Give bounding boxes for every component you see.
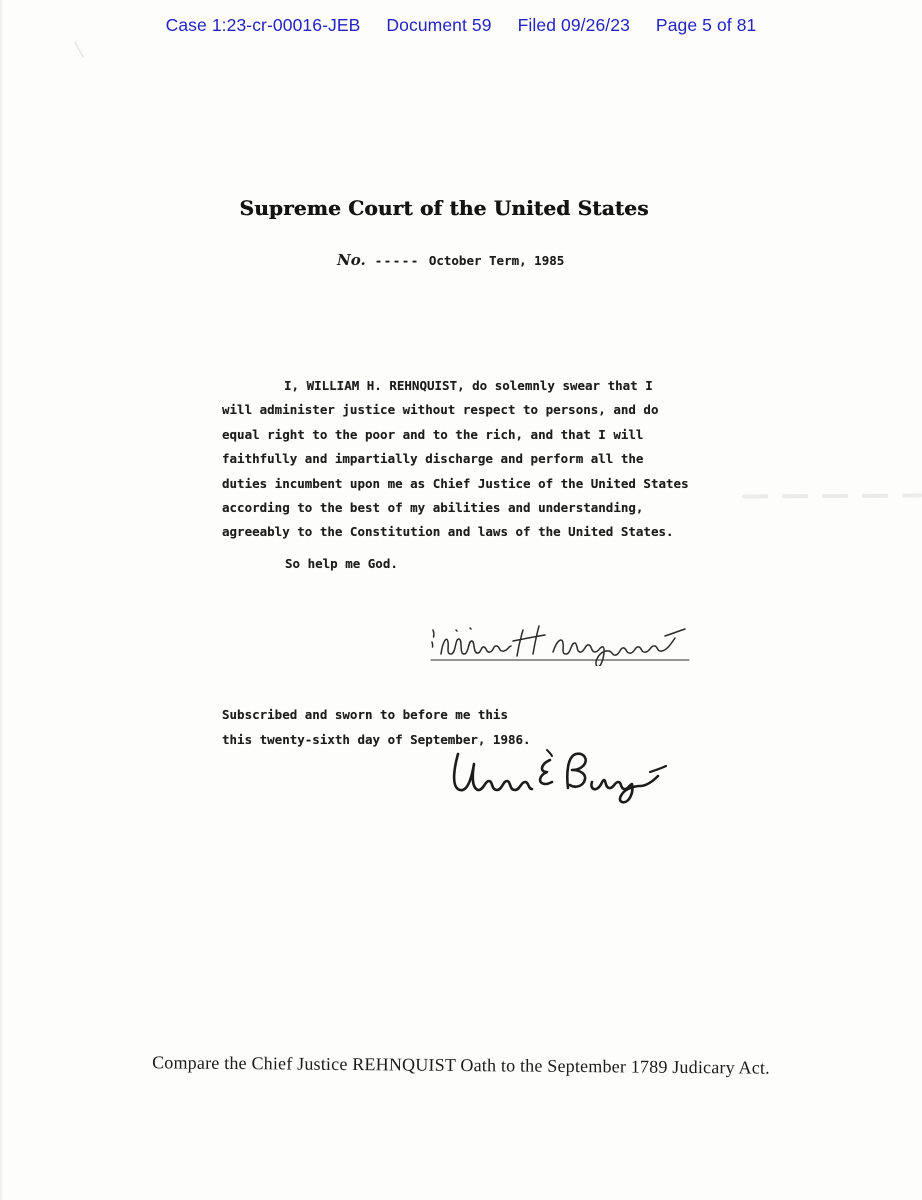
- oath-line: faithfully and impartially discharge and perform all the: [222, 451, 644, 467]
- attestation-line: this twenty-sixth day of September, 1986.: [222, 732, 531, 748]
- oath-paragraph: [222, 374, 702, 545]
- so-help-me-god-line: So help me God.: [285, 556, 398, 571]
- scan-edge-shadow: [0, 0, 4, 1200]
- docket-no-label: No.: [337, 251, 366, 269]
- stamp-filed-date: Filed 09/26/23: [517, 15, 630, 35]
- comparison-caption: Compare the Chief Justice REHNQUIST Oath to the September 1789 Judicary Act.: [152, 1052, 770, 1078]
- scan-pen-mark: [72, 40, 86, 60]
- oath-line: will administer justice without respect to persons, and do: [222, 402, 659, 418]
- oath-line: equal right to the poor and to the rich, and that I will: [222, 426, 644, 442]
- stamp-document-number: Document 59: [386, 15, 492, 35]
- scan-smudge: [742, 494, 922, 499]
- term-label: October Term, 1985: [428, 253, 565, 268]
- attestation-line: Subscribed and sworn to before me this: [222, 707, 508, 722]
- rehnquist-signature: [423, 608, 693, 666]
- oath-line: according to the best of my abilities and understanding,: [222, 499, 644, 515]
- oath-line: agreeably to the Constitution and laws of the United States.: [222, 524, 674, 540]
- stamp-case-number: Case 1:23-cr-00016-JEB: [165, 15, 361, 35]
- document-title: Supreme Court of the United States: [239, 196, 649, 220]
- docket-no-blank: -----: [374, 253, 420, 268]
- stamp-page-number: Page 5 of 81: [655, 15, 757, 35]
- burger-signature: [444, 740, 684, 808]
- pacer-header-stamp: [0, 15, 922, 36]
- oath-line: duties incumbent upon me as Chief Justice of the United States: [222, 475, 689, 491]
- docket-term-line: [337, 251, 564, 269]
- oath-line: I, WILLIAM H. REHNQUIST, do solemnly swear that I: [284, 378, 653, 393]
